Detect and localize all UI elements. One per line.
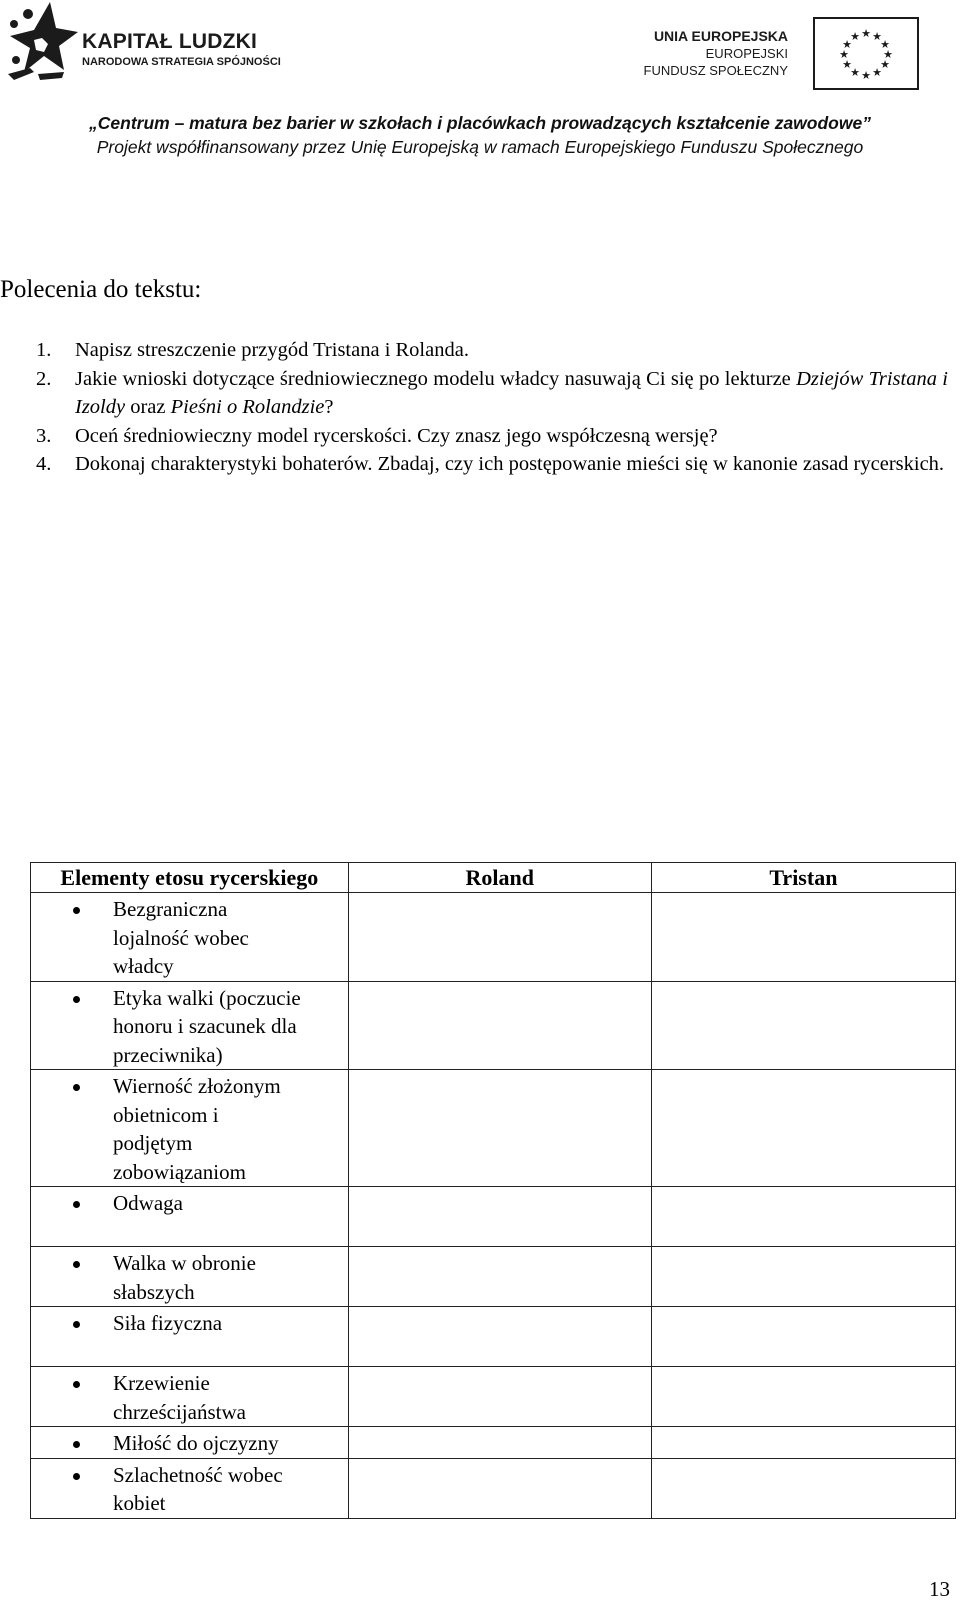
page-number: 13 xyxy=(929,1577,950,1601)
tristan-cell[interactable] xyxy=(651,1187,955,1247)
etos-element-label: Walka w obronie xyxy=(113,1251,256,1275)
roland-cell[interactable] xyxy=(348,1247,651,1307)
list-item xyxy=(31,1427,348,1458)
bullet-icon xyxy=(73,1084,80,1091)
bullet-icon xyxy=(73,1381,80,1388)
etos-element-label xyxy=(113,1218,342,1247)
etos-element-label: Wierność złożonym xyxy=(113,1074,281,1098)
table-body xyxy=(31,893,956,1519)
etos-element-label: podjętym xyxy=(113,1131,193,1155)
etos-element-label: władcy xyxy=(113,954,174,978)
eu-line-3: FUNDUSZ SPOŁECZNY xyxy=(643,63,788,78)
list-item xyxy=(31,1307,348,1366)
svg-text:★: ★ xyxy=(842,38,852,51)
etos-element-label: Krzewienie xyxy=(113,1371,210,1395)
etos-element-label: honoru i szacunek dla xyxy=(113,1014,297,1038)
svg-text:★: ★ xyxy=(850,66,860,79)
etos-table xyxy=(30,862,956,1519)
etos-element-label xyxy=(113,1338,342,1367)
roland-cell[interactable] xyxy=(348,1427,651,1459)
etos-element-label: przeciwnika) xyxy=(113,1042,223,1067)
tristan-cell[interactable] xyxy=(651,1247,955,1307)
task-text: Napisz streszczenie przygód Tristana i Rolanda. xyxy=(75,339,469,361)
table-row xyxy=(31,1187,956,1247)
etos-element-label: obietnicom i xyxy=(113,1102,219,1127)
table-row xyxy=(31,893,956,982)
svg-text:★: ★ xyxy=(880,58,890,71)
etos-element-cell xyxy=(31,981,349,1070)
etos-element-cell xyxy=(31,1187,349,1247)
eu-stars-icon xyxy=(815,19,917,88)
task-text: Oceń średniowieczny model rycerskości. Czy znasz jego współczesną wersję? xyxy=(75,424,718,447)
svg-text:★: ★ xyxy=(872,30,882,43)
svg-text:★: ★ xyxy=(839,48,849,61)
task-number: 1. xyxy=(36,339,52,361)
bullet-icon xyxy=(73,1441,80,1448)
bullet-icon xyxy=(73,996,80,1003)
task-number: 3. xyxy=(36,424,52,447)
etos-element-label: chrześcijaństwa xyxy=(113,1399,246,1424)
table-row xyxy=(31,1427,956,1459)
table-row xyxy=(31,1307,956,1367)
etos-element-label: zobowiązaniom xyxy=(113,1159,246,1184)
bullet-icon xyxy=(73,1321,80,1328)
etos-element-label: słabszych xyxy=(113,1279,195,1304)
tristan-cell[interactable] xyxy=(651,1427,955,1459)
list-item xyxy=(31,1247,348,1306)
svg-text:★: ★ xyxy=(883,48,893,61)
etos-element-cell xyxy=(31,1070,349,1187)
list-item xyxy=(31,1070,348,1186)
etos-element-label: lojalność wobec xyxy=(113,925,249,950)
table-row xyxy=(31,1458,956,1518)
roland-cell[interactable] xyxy=(348,1187,651,1247)
task-text: oraz xyxy=(125,396,171,418)
svg-text:★: ★ xyxy=(861,69,871,82)
tristan-cell[interactable] xyxy=(651,1458,955,1518)
kapital-ludzki-logo xyxy=(4,2,281,84)
task-text: Dokonaj charakterystyki bohaterów. Zbadaj, czy ich postępowanie mieści się w kanonie zasad rycerskich. xyxy=(75,453,945,475)
svg-text:★: ★ xyxy=(872,66,882,79)
roland-cell[interactable] xyxy=(348,1070,651,1187)
bullet-icon xyxy=(73,1261,80,1268)
roland-cell[interactable] xyxy=(348,981,651,1070)
list-item xyxy=(31,1459,348,1518)
book-title: Pieśni o Rolandzie xyxy=(170,396,325,418)
bullet-icon xyxy=(73,1473,80,1480)
table-row xyxy=(31,981,956,1070)
svg-text:★: ★ xyxy=(880,38,890,51)
svg-text:★: ★ xyxy=(850,30,860,43)
task-2 xyxy=(36,365,948,422)
task-text: Jakie wnioski dotyczące średniowiecznego modelu władcy nasuwają Ci się po lekturze xyxy=(75,367,797,390)
project-subtitle: Projekt współfinansowany przez Unię Europejską w ramach Europejskiego Funduszu Społecznego xyxy=(96,137,864,157)
eu-logo-text xyxy=(644,28,788,79)
etos-element-label: kobiet xyxy=(113,1491,166,1515)
logo-title: KAPITAŁ LUDZKI xyxy=(82,30,258,53)
bullet-icon xyxy=(73,1201,80,1208)
etos-element-cell xyxy=(31,893,349,982)
list-item xyxy=(31,893,348,981)
etos-element-cell xyxy=(31,1247,349,1307)
tristan-cell[interactable] xyxy=(651,981,955,1070)
task-number: 4. xyxy=(36,453,52,475)
section-title: Polecenia do tekstu: xyxy=(0,276,202,303)
table-header-row xyxy=(31,863,956,893)
table-row xyxy=(31,1070,956,1187)
roland-cell[interactable] xyxy=(348,1307,651,1367)
task-text: ? xyxy=(324,396,334,418)
header-elements: Elementy etosu rycerskiego xyxy=(31,863,349,893)
eu-line-1: UNIA EUROPEJSKA xyxy=(653,28,788,44)
etos-element-cell xyxy=(31,1367,349,1427)
roland-cell[interactable] xyxy=(348,893,651,982)
roland-cell[interactable] xyxy=(348,1458,651,1518)
tristan-cell[interactable] xyxy=(651,1307,955,1367)
etos-element-label: Siła fizyczna xyxy=(113,1311,223,1335)
etos-element-label: Odwaga xyxy=(113,1191,183,1215)
header-roland: Roland xyxy=(348,863,651,893)
etos-element-label: Miłość do ojczyzny xyxy=(113,1431,279,1455)
book-title: Dziejów Tristana i Izoldy xyxy=(75,367,948,418)
bullet-icon xyxy=(73,907,80,914)
tristan-cell[interactable] xyxy=(651,1070,955,1187)
svg-text:★: ★ xyxy=(842,58,852,71)
svg-text:★: ★ xyxy=(861,27,871,40)
tristan-cell[interactable] xyxy=(651,893,955,982)
task-3 xyxy=(36,422,948,451)
etos-element-cell xyxy=(31,1458,349,1518)
kapital-ludzki-logo-icon xyxy=(4,2,78,84)
etos-element-label: Bezgraniczna xyxy=(113,897,228,921)
list-item xyxy=(31,982,348,1070)
list-item xyxy=(31,1367,348,1426)
etos-element-cell xyxy=(31,1307,349,1367)
project-title: „Centrum – matura bez barier w szkołach i placówkach prowadzących kształcenie zawodowe” xyxy=(89,113,871,133)
logo-subtitle: NARODOWA STRATEGIA SPÓJNOŚCI xyxy=(82,56,281,68)
task-1 xyxy=(36,336,948,365)
task-list xyxy=(36,336,948,479)
etos-element-label: Etyka walki (poczucie xyxy=(113,985,301,1010)
tristan-cell[interactable] xyxy=(651,1367,955,1427)
etos-element-label: Szlachetność wobec xyxy=(113,1462,283,1487)
roland-cell[interactable] xyxy=(348,1367,651,1427)
table-row xyxy=(31,1367,956,1427)
table-row xyxy=(31,1247,956,1307)
etos-element-cell xyxy=(31,1427,349,1459)
list-item xyxy=(31,1187,348,1246)
eu-flag-icon xyxy=(813,17,919,90)
task-number: 2. xyxy=(36,367,52,390)
header-tristan: Tristan xyxy=(651,863,955,893)
eu-line-2: EUROPEJSKI xyxy=(705,46,788,61)
task-4 xyxy=(36,450,948,479)
